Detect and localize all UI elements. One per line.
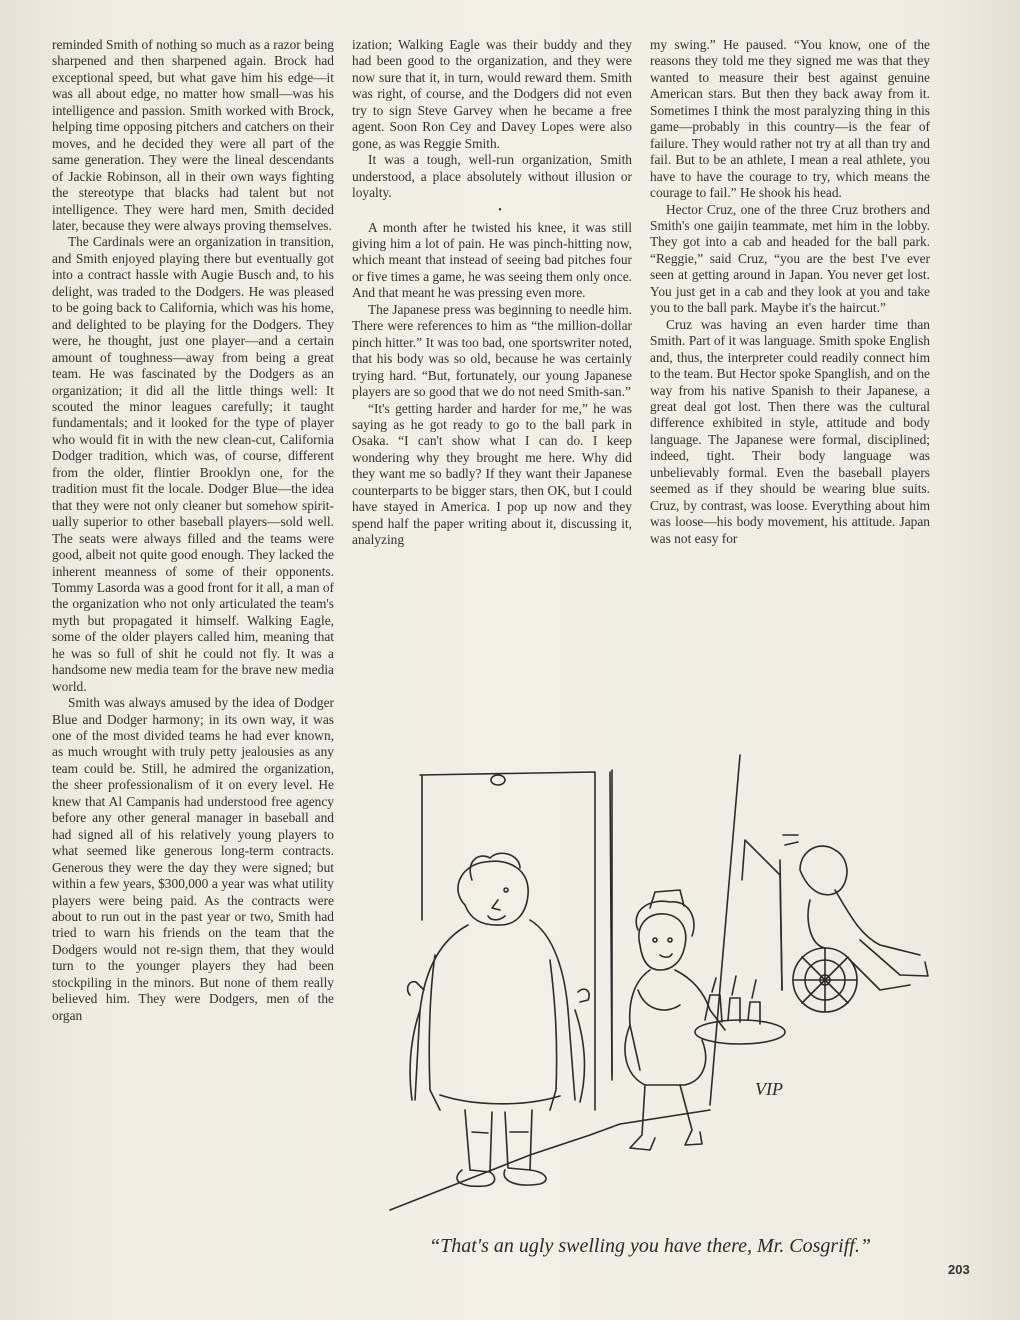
- paragraph: reminded Smith of nothing so much as a razor being sharpened and then sharpened again. Brock had exceptional speed, but what gave him his edge—it was all about edge, no matter how small—was his intelligence and passion. Smith worked with Brock, helping time opposing pitchers and catchers on their moves, and he decided they were all part of the same generation. They were the lineal descendants of Jackie Robinson, all in their own ways fighting the stereotype that blacks had talent but not intelligence. They were hard men, Smith decided later, because they were always proving themselves.: [52, 37, 334, 233]
- man-in-towel-figure: [408, 853, 590, 1186]
- paragraph: A month after he twisted his knee, it was still giving him a lot of pain. He was pinch-hitting now, which meant that instead of seeing bad pitches four or five times a game, he was seeing them only once. And that meant he was pressing even more.: [352, 219, 632, 301]
- paragraph: my swing.” He paused. “You know, one of the reasons they told me they signed me was that they wanted to measure their best against genuine American stars. But then they back away from it. Sometimes I think the most paralyzing thing in this game—probably in this country—is the fear of failure. They would rather not try at all than try and fail. But to be an athlete, I mean a real athlete, you have to have the courage to try, which means the courage to fail.” He shook his head.: [650, 37, 930, 201]
- paragraph: ization; Walking Eagle was their buddy and they had been good to the organization, and they were now sure that it, in turn, would reward them. Smith was right, of course, and the Dodgers did not even try to sign Steve Garvey when he became a free agent. Soon Ron Cey and Davey Lopes were also gone, as was Reggie Smith.: [352, 37, 632, 151]
- article-column-2: [352, 37, 632, 549]
- paragraph: Hector Cruz, one of the three Cruz brothers and Smith's one gaijin teammate, met him in the lobby. They got into a cab and headed for the ball park. “Reggie,” said Cruz, “you are the best I've ever seen at getting around in Japan. You never get lost. You just get in a cab and they look at you and take you to the ball park. Maybe it's the haircut.”: [650, 201, 930, 316]
- cartoon-caption: “That's an ugly swelling you have there, Mr. Cosgriff.”: [429, 1235, 871, 1257]
- cartoon-illustration: [380, 740, 940, 1230]
- paragraph: The Cardinals were an organization in transition, and Smith enjoyed playing there but eventually got into a contract hassle with Augie Busch and, to his delight, was traded to the Dodgers. He was pleased to be going back to California, which was his home, and delighted to be playing for the Dodgers. They were, he thought, just one player—and a certain amount of toughness—away from being a great team. He was fascinated by the Dodgers as an organization; it did all the little things well: It scouted the minor leagues carefully; it taught fundamentals; and it looked for the type of player who would fit in with the new clean-cut, California Dodger tradition, which was, of course, different from the older, flintier Brooklyn one, for the tradition must fit the locale. Dodger Blue—the idea that they were not only cleaner but somehow spiritually superior to other baseball players—sold well. The seats were always filled and the teams were good, albeit not quite good enough. They lacked the inherent meanness of some of their opponents. Tommy Lasorda was a good front for it all, a man of the organization who not only articulated the team's myth but propagated it himself. Walking Eagle, some of the older players called him, meaning that he was so full of shit he could not fly. It was a handsome new media team for the brave new media world.: [52, 234, 334, 694]
- serving-tray: [695, 976, 785, 1044]
- paragraph: Cruz was having an even harder time than Smith. Part of it was language. Smith spoke English and, thus, the interpreter could readily connect him to the team. But Hector spoke Spanglish, and on the way from his native Spanish to their Japanese, a great deal got lost. Then there was the cultural difference exhibited in style, attitude and body language. The Japanese were formal, disciplined; indeed, tight. Their body language was unbelievably formal. Even the baseball players seemed as if they should be wearing blue suits. Cruz, by contrast, was loose. Everything about him was loose—his body movement, his attitude. Japan was not easy for: [650, 316, 930, 546]
- article-column-3: [650, 37, 930, 547]
- paragraph: It was a tough, well-run organization, Smith understood, a place absolutely without illusion or loyalty.: [352, 152, 632, 201]
- paragraph: Smith was always amused by the idea of Dodger Blue and Dodger harmony; in its own way, it was one of the most divided teams he had ever known, as much wrought with truly petty jealousies as any team could be. Still, he admired the organization, the sheer professionalism of it on every level. He knew that Al Campanis had understood free agency before any other general manager in baseball and had signed all of his relatively young players to what seemed like generous long-term contracts. Generous they were the day they were signed; but within a few years, $300,000 a year was what utility players were being paid. As the contracts were about to run out in the past year or two, Smith had tried to warn his friends on the team that the Dodgers would not re-sign them, that they would turn to the younger players they had been stockpiling in the minors. But none of them really believed him. They were Dodgers, men of the organ: [52, 695, 334, 1023]
- artist-signature: VIP: [755, 1079, 783, 1099]
- article-column-1: [52, 37, 334, 1024]
- nurse-figure: [625, 890, 725, 1150]
- door-number-sign: [491, 775, 505, 785]
- page-number: 203: [948, 1262, 970, 1277]
- patient-in-wheelchair: [780, 835, 928, 1012]
- paragraph: The Japanese press was beginning to needle him. There were references to him as “the million-dollar pinch hitter.” It was too bad, one sportswriter noted, that his body was so old, because he was certainly trying hard. “But, fortunately, our young Japanese players are so good that we do not need Smith-san.”: [352, 301, 632, 400]
- doorway-frame: [390, 755, 782, 1210]
- section-separator: •: [498, 204, 502, 216]
- paragraph: “It's getting harder and harder for me,” he was saying as he got ready to go to the ball park in Osaka. “I can't show what I can do. I keep wondering why they brought me here. Why did they want me so badly? If they want their Japanese counterparts to be bigger stars, then OK, but I could have stayed in America. I pop up now and they spend half the paper writing about it, discussing it, analyzing: [352, 400, 632, 548]
